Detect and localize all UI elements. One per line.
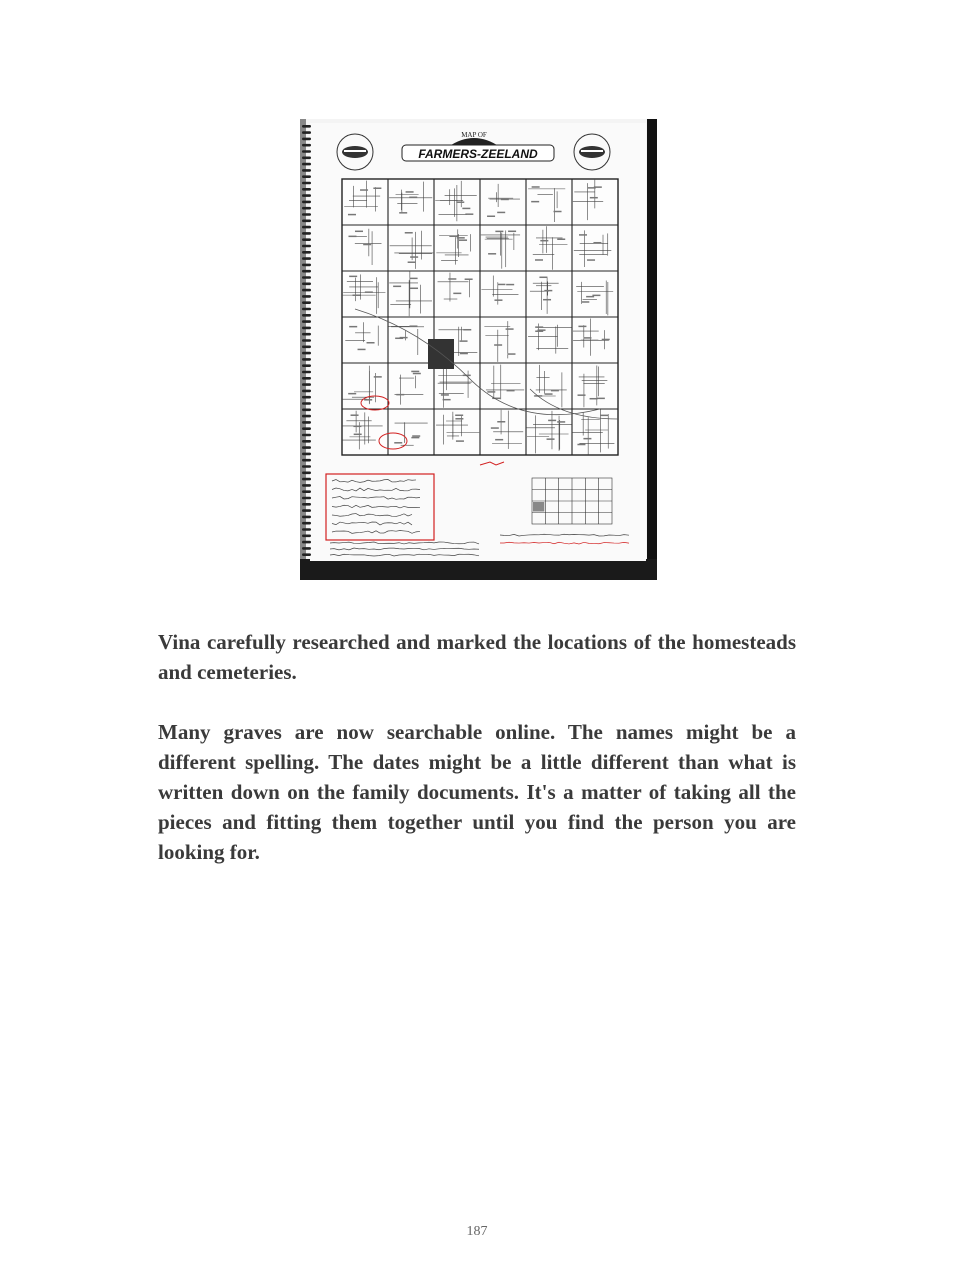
map-image [300,119,657,580]
scanned-map-photo [300,119,657,580]
map-title: FARMERS-ZEELAND [418,147,538,161]
spiral-rings [302,125,311,556]
paragraph-1: Vina carefully researched and marked the locations of the homesteads and cemeteries. [158,630,796,684]
map-header: MAP OF [461,131,487,139]
page-number: 187 [466,1224,488,1239]
town-block [428,339,454,369]
paragraph-2: Many graves are now searchable online. The names might be a different spelling. The dates might be a little different than what is written down on the family documents. It's a matter of taking all the pieces and fitting them together until you find the person you are looking for. [158,720,796,864]
